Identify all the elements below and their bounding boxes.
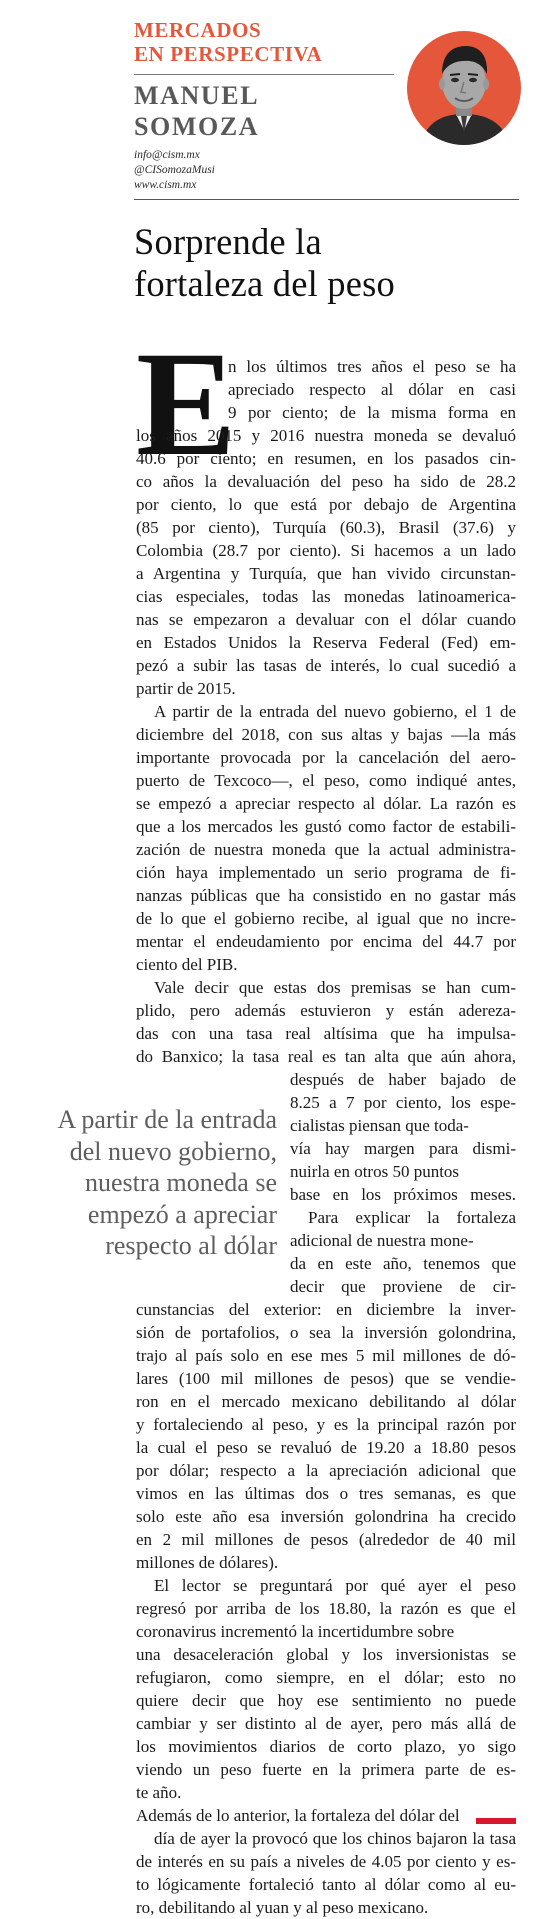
body-line: A partir de la entrada del nuevo gobierno, el 1 de bbox=[154, 702, 516, 721]
body-line: y fortaleciendo al peso, y es la principal razón por bbox=[136, 1415, 516, 1434]
contact-website: www.cism.mx bbox=[134, 179, 197, 191]
body-line: cias especiales, todas las monedas latinoamerica- bbox=[136, 587, 516, 606]
contact-twitter: @CISomozaMusi bbox=[134, 164, 215, 176]
author-contacts bbox=[134, 148, 364, 193]
header-divider bbox=[134, 199, 519, 200]
body-line: de interés en su país a niveles de 4.05 por ciento y es- bbox=[136, 1852, 517, 1871]
contact-email: info@cism.mx bbox=[134, 149, 200, 161]
body-line: los años 2015 y 2016 nuestra moneda se devaluó bbox=[136, 426, 516, 445]
body-line: se empezó a apreciar respecto al dólar. La razón es bbox=[136, 794, 516, 813]
body-line: partir de 2015. bbox=[136, 679, 236, 698]
body-line: trajo al país solo en ese mes 5 mil millones de dó- bbox=[136, 1346, 516, 1365]
section-title-line-1: MERCADOS bbox=[134, 18, 262, 42]
body-line: da en este año, tenemos que bbox=[290, 1254, 516, 1273]
body-line: después de haber bajado de bbox=[290, 1070, 516, 1089]
body-line: Vale decir que estas dos premisas se han cum- bbox=[154, 978, 516, 997]
body-line: que a los mercados les gustó como factor de estabili- bbox=[136, 817, 517, 836]
body-line: (85 por ciento), Turquía (60.3), Brasil (37.6) y bbox=[136, 518, 516, 537]
body-line: vía hay margen para dismi- bbox=[290, 1139, 516, 1158]
author-first-name: MANUEL bbox=[134, 81, 260, 110]
body-line: cialistas piensan que toda- bbox=[290, 1116, 469, 1135]
body-line: los movimientos diarios de corto plazo, yo sigo bbox=[136, 1737, 516, 1756]
end-of-article-mark bbox=[476, 1818, 516, 1824]
body-line: zación de nuestra moneda que la actual administra- bbox=[136, 840, 516, 859]
author-portrait bbox=[406, 30, 522, 146]
body-line: la cual el peso se revaluó de 19.20 a 18.80 pesos bbox=[136, 1438, 516, 1457]
body-line: das con una tasa real altísima que ha impulsa- bbox=[136, 1024, 517, 1043]
body-line: to lógicamente fortaleció tanto al dólar como al eu- bbox=[136, 1875, 516, 1894]
body-line: por ciento, lo que está por debajo de Argentina bbox=[136, 495, 516, 514]
body-line: ro, debilitando al yuan y al peso mexicano. bbox=[136, 1898, 429, 1917]
body-line: 9 por ciento; de la misma forma en bbox=[228, 403, 516, 422]
body-line: Para explicar la fortaleza bbox=[308, 1208, 516, 1227]
body-line: cunstancias del exterior: en diciembre la inver- bbox=[136, 1300, 516, 1319]
body-line: El lector se preguntará por qué ayer el peso bbox=[154, 1576, 516, 1595]
pull-quote-line: empezó a apreciar bbox=[87, 1199, 277, 1229]
body-line: diciembre del 2018, con sus altas y bajas —la más bbox=[136, 725, 516, 744]
section-title-line-2: EN PERSPECTIVA bbox=[134, 42, 323, 66]
body-line: solo este año esa inversión golondrina ha crecido bbox=[136, 1507, 516, 1526]
body-line: a Argentina y Turquía, que han vivido circunstan- bbox=[136, 564, 516, 583]
body-line: refugiaron, como siempre, en el dólar; esto no bbox=[136, 1668, 516, 1687]
author-name bbox=[134, 80, 394, 142]
body-line: una desaceleración global y los inversionistas se bbox=[136, 1645, 516, 1664]
article-headline bbox=[134, 221, 514, 305]
body-line: de lo que el gobierno recibe, al igual que no incre- bbox=[136, 909, 516, 928]
body-line: sión de portafolios, o sea la inversión golondrina, bbox=[136, 1323, 516, 1342]
body-line: quiere decir que hoy ese sentimiento no puede bbox=[136, 1691, 516, 1710]
body-line: por dólar; respecto a la apreciación adicional que bbox=[136, 1461, 516, 1480]
headline-line-1: Sorprende la bbox=[134, 221, 322, 262]
body-line: regresó por arriba de los 18.80, la razón es que el bbox=[136, 1599, 516, 1618]
drop-cap: E bbox=[136, 321, 237, 487]
body-line: adicional de nuestra mone- bbox=[290, 1231, 474, 1250]
body-line: nanzas públicas que ha consistido en no gastar más bbox=[136, 886, 516, 905]
pull-quote bbox=[5, 1104, 277, 1262]
body-line: nas se empezaron a devaluar con el dólar cuando bbox=[136, 610, 516, 629]
body-line: en 2 mil millones de pesos (alrededor de 40 mil bbox=[136, 1530, 516, 1549]
body-line: viendo un peso fuerte en la primera parte de es- bbox=[136, 1760, 516, 1779]
headline-line-2: fortaleza del peso bbox=[134, 263, 395, 304]
body-line: nuirla en otros 50 puntos bbox=[290, 1162, 460, 1181]
body-line: ron en el mercado mexicano debilitando al dólar bbox=[136, 1392, 516, 1411]
body-line: plido, pero además estuvieron y están adereza- bbox=[136, 1001, 516, 1020]
body-line: Además de lo anterior, la fortaleza del dólar del bbox=[136, 1806, 460, 1825]
body-line: cambiar y ser distinto al de ayer, pero más allá de bbox=[136, 1714, 516, 1733]
section-title bbox=[134, 18, 394, 66]
masthead-rule bbox=[134, 74, 394, 75]
body-line: do Banxico; la tasa real es tan alta que aún ahora, bbox=[136, 1047, 516, 1066]
author-last-name: SOMOZA bbox=[134, 112, 260, 141]
body-line: pezó a subir las tasas de interés, lo cual sucedió a bbox=[136, 656, 516, 675]
body-line: en Estados Unidos la Reserva Federal (Fed) em- bbox=[136, 633, 516, 652]
pull-quote-line: A partir de la entrada bbox=[57, 1105, 277, 1134]
body-line: te año. bbox=[136, 1783, 182, 1802]
body-line: coronavirus incrementó la incertidumbre sobre bbox=[136, 1622, 455, 1641]
body-line: puerto de Texcoco—, el peso, como indiqué antes, bbox=[136, 771, 516, 790]
body-line: vimos en las últimas dos o tres semanas, es que bbox=[136, 1484, 516, 1503]
pull-quote-line: respecto al dólar bbox=[105, 1231, 277, 1260]
pull-quote-line: del nuevo gobierno, bbox=[69, 1136, 277, 1166]
body-line: Colombia (28.7 por ciento). Si hacemos a un lado bbox=[136, 541, 516, 560]
body-line: ción haya implementado un serio programa de fi- bbox=[136, 863, 516, 882]
body-line: decir que proviene de cir- bbox=[290, 1277, 516, 1296]
pull-quote-line: nuestra moneda se bbox=[84, 1168, 277, 1197]
body-line: 40.6 por ciento; en resumen, en los pasados cin- bbox=[136, 449, 516, 468]
body-line: apreciado respecto al dólar en casi bbox=[228, 380, 516, 399]
body-line: 8.25 a 7 por ciento, los espe- bbox=[290, 1093, 516, 1112]
body-line: lares (100 mil millones de pesos) que se vendie- bbox=[136, 1369, 517, 1388]
body-line: base en los próximos meses. bbox=[290, 1185, 517, 1204]
body-line: importante provocada por la cancelación del aero- bbox=[136, 748, 516, 767]
body-line: n los últimos tres años el peso se ha bbox=[228, 357, 516, 376]
body-line: mentar el endeudamiento por encima del 44.7 por bbox=[136, 932, 516, 951]
body-line: ciento del PIB. bbox=[136, 955, 238, 974]
body-line: co años la devaluación del peso ha sido de 28.2 bbox=[136, 472, 516, 491]
body-line: día de ayer la provocó que los chinos bajaron la tasa bbox=[154, 1829, 517, 1848]
body-line: millones de dólares). bbox=[136, 1553, 279, 1572]
